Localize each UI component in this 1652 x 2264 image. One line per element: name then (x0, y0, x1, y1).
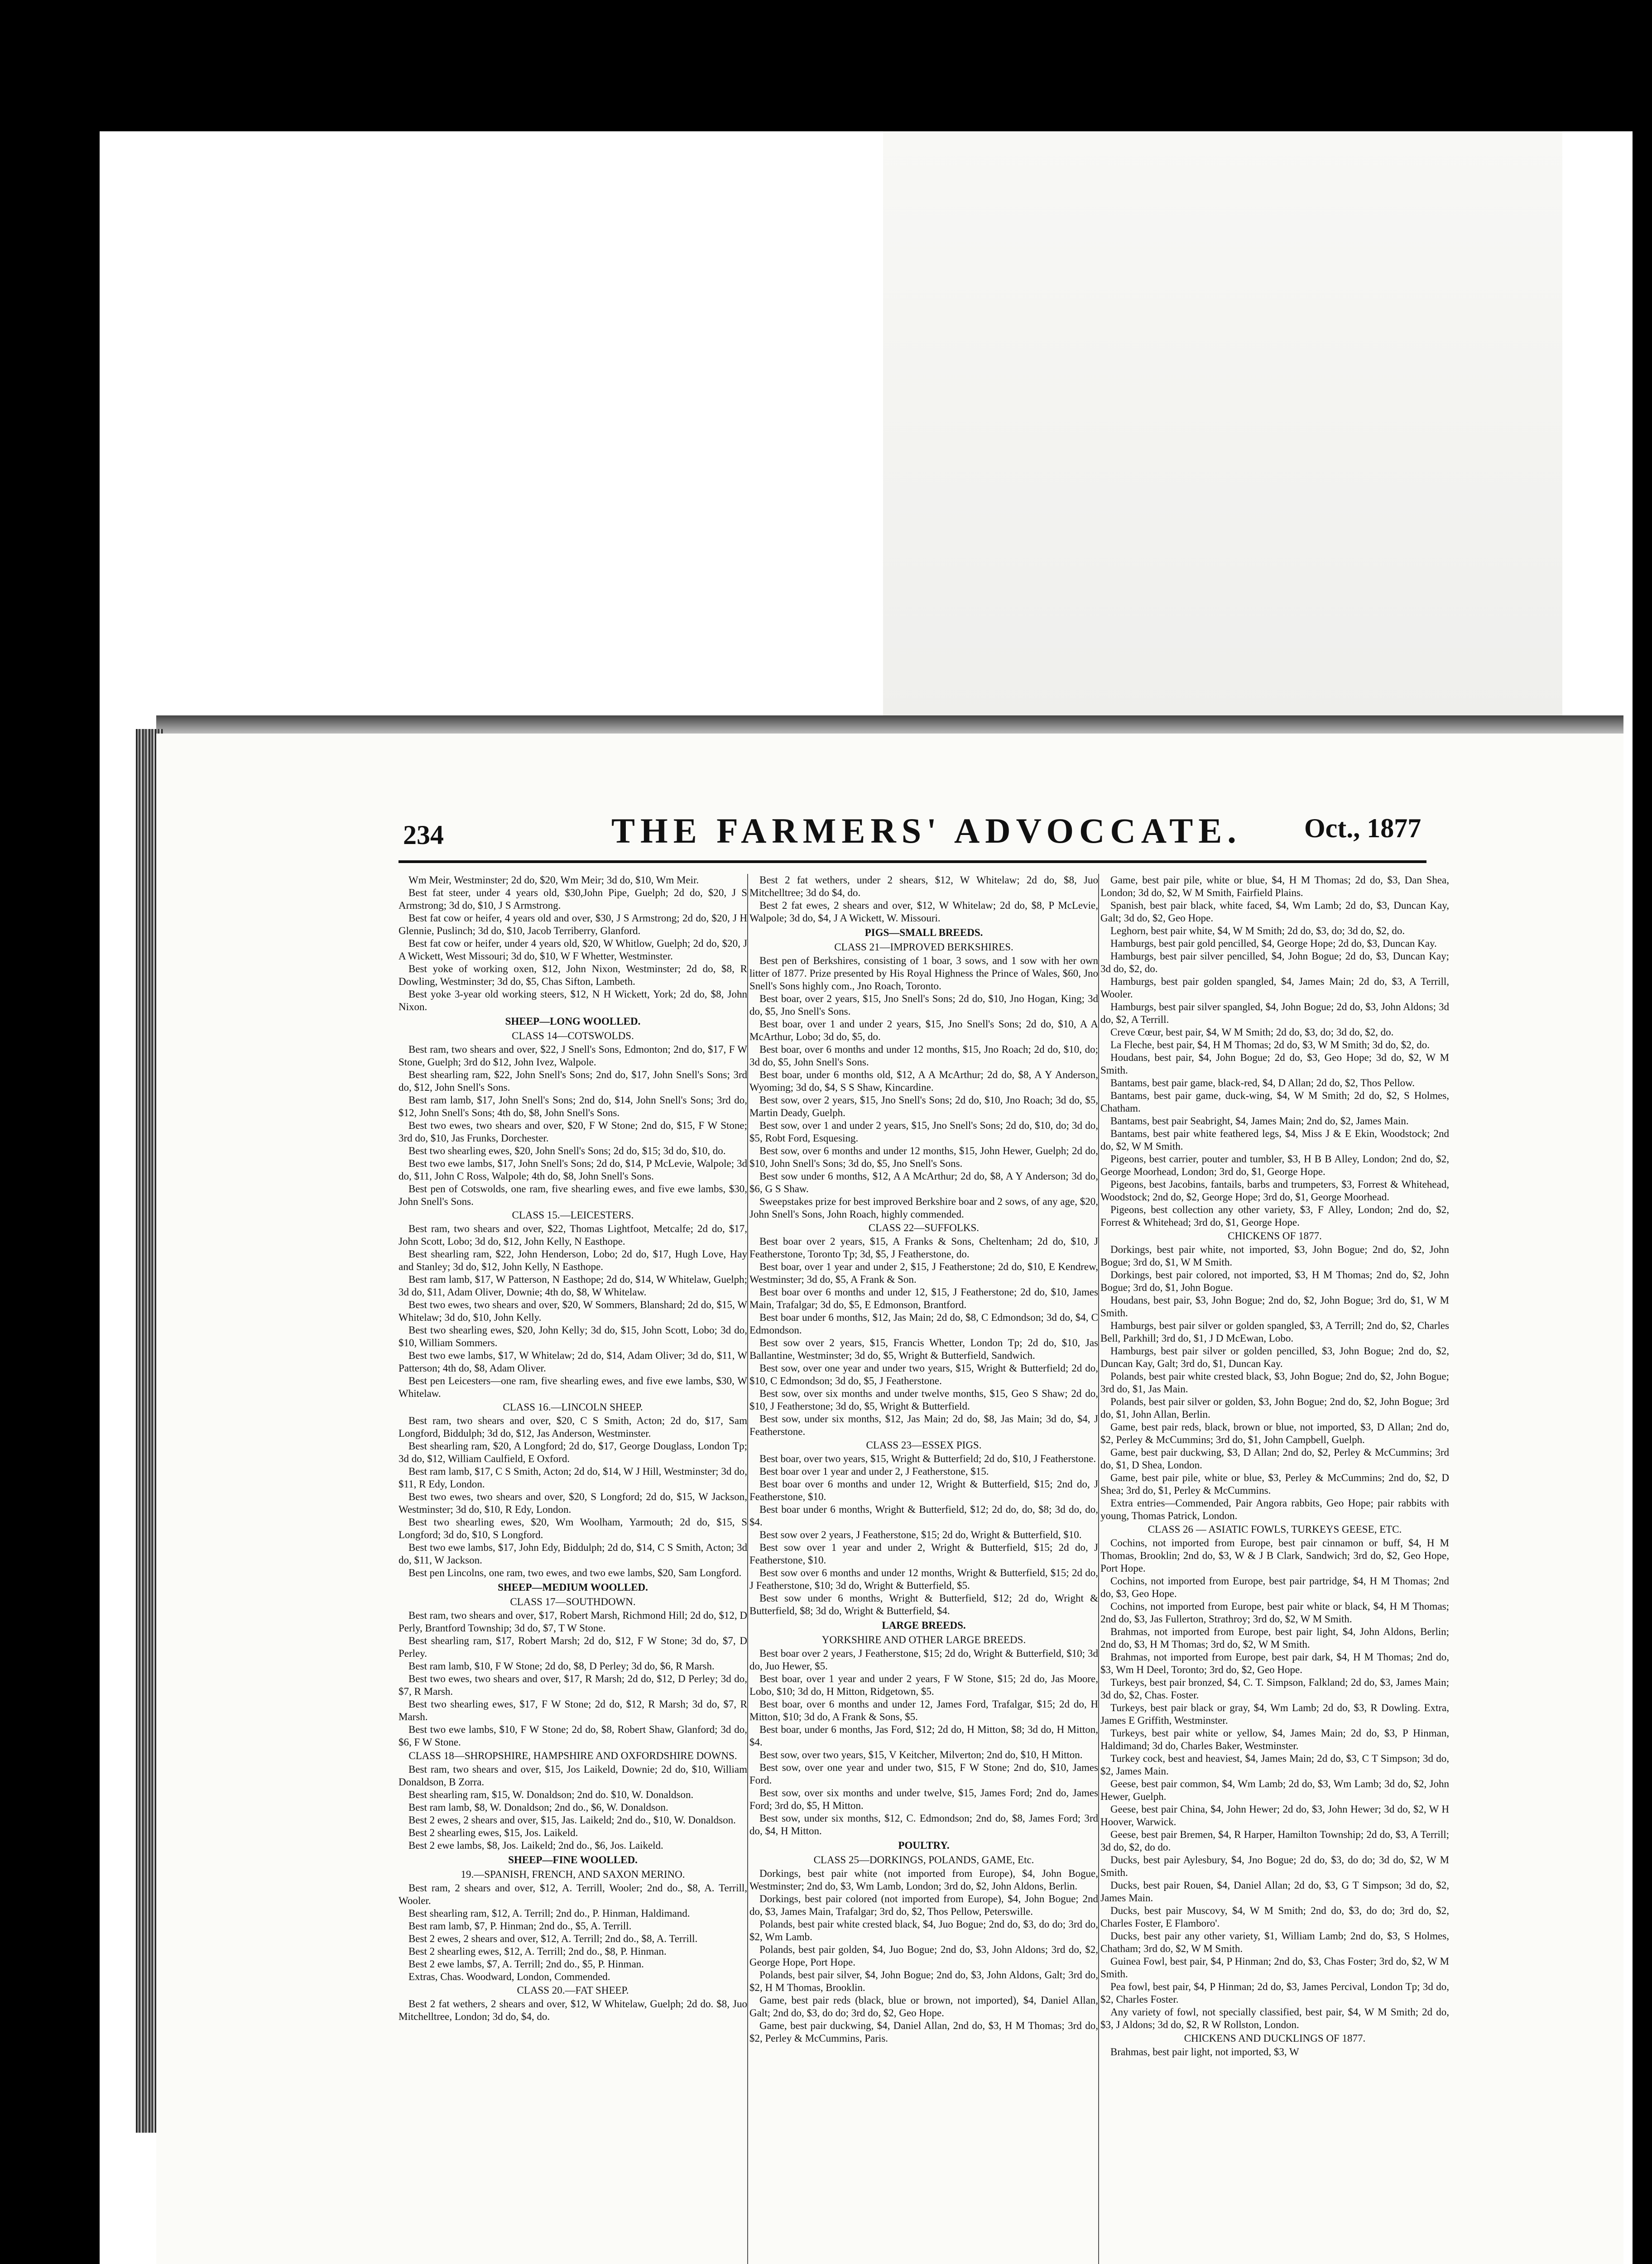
class-heading: CHICKENS OF 1877. (1228, 1230, 1322, 1242)
prize-paragraph: Ducks, best pair any other variety, $1, William Lamb; 2nd do, $3, S Holmes, Chatham; 3rd do, $2, W M Smith. (1100, 1930, 1449, 1954)
prize-paragraph: Bantams, best pair game, duck-wing, $4, W M Smith; 2d do, $2, S Holmes, Chatham. (1100, 1090, 1449, 1114)
prize-paragraph: Game, best pair reds (black, blue or brown, not imported), $4, Daniel Allan, Galt; 2nd do, $3, do do; 3rd do, $2, Geo Hope. (749, 1995, 1098, 2019)
column-divider (1098, 874, 1099, 2264)
prize-paragraph: Game, best pair duckwing, $3, D Allan; 2nd do, $2, Perley & McCummins; 3rd do, $1, D Shea, London. (1100, 1447, 1449, 1471)
prize-paragraph: Hamburgs, best pair silver or golden pencilled, $3, John Bogue; 2nd do, $2, Duncan Kay, Galt; 3rd do, $1, Duncan Kay. (1100, 1345, 1449, 1369)
prize-paragraph: Bantams, best pair Seabright, $4, James Main; 2nd do, $2, James Main. (1110, 1115, 1409, 1127)
prize-paragraph: Bantams, best pair white feathered legs, $4, Miss J & E Ekin, Woodstock; 2nd do, $2, W M Smith. (1100, 1128, 1449, 1152)
prize-paragraph: Best sow, over six months and under twelve, $15, James Ford; 2nd do, James Ford; 3rd do, $5, H Mitton. (749, 1787, 1098, 1811)
prize-paragraph: Best ram lamb, $10, F W Stone; 2d do, $8, D Perley; 3d do, $6, R Marsh. (408, 1660, 715, 1672)
prize-paragraph: Best two shearling ewes, $20, John Kelly; 3d do, $15, John Scott, Lobo; 3d do, $10, William Sommers. (399, 1324, 747, 1348)
prize-paragraph: Best boar over 1 year and under 2, J Featherstone, $15. (759, 1466, 989, 1477)
prize-paragraph: Best pen Leicesters—one ram, five shearling ewes, and five ewe lambs, $30, W Whitelaw. (399, 1375, 747, 1399)
prize-paragraph: Pea fowl, best pair, $4, P Hinman; 2d do, $3, James Percival, London Tp; 3d do, $2, Charles Foster. (1100, 1981, 1449, 2005)
prize-paragraph: Best boar over 2 years, $15, A Franks & Sons, Cheltenham; 2d do, $10, J Featherstone, Toronto Tp; 3d, $5, J Featherstone, do. (749, 1236, 1098, 1260)
prize-paragraph: Best shearling ram, $12, A. Terrill; 2nd do., P. Hinman, Haldimand. (408, 1908, 690, 1919)
class-heading: CLASS 26 — ASIATIC FOWLS, TURKEYS GEESE, ETC. (1148, 1524, 1402, 1535)
header-rule (399, 860, 1426, 863)
prize-paragraph: Best pen of Berkshires, consisting of 1 boar, 3 sows, and 1 sow with her own litter of 1877. Prize presented by His Royal Highness the Prince of Wales, $60, Jno Snell's Sons highly com., Jno Roach, Toronto. (749, 955, 1098, 992)
page-top-edge (156, 715, 1623, 734)
page-number: 234 (403, 820, 444, 850)
prize-paragraph: Any variety of fowl, not specially classified, best pair, $4, W M Smith; 2d do, $3, J Aldons; 3d do, $2, R W Rollston, London. (1100, 2006, 1449, 2030)
prize-paragraph: Cochins, not imported from Europe, best pair white or black, $4, H M Thomas; 2nd do, $3, Jas Fullerton, Strathroy; 3rd do, $2, W M Smith. (1100, 1601, 1449, 1625)
film-border-left (0, 0, 100, 2264)
prize-paragraph: Game, best pair duckwing, $4, Daniel Allan, 2nd do, $3, H M Thomas; 3rd do, $2, Perley & McCummins, Paris. (749, 2020, 1098, 2044)
prize-paragraph: Houdans, best pair, $3, John Bogue; 2nd do, $2, John Bogue; 3rd do, $1, W M Smith. (1100, 1295, 1449, 1319)
prize-paragraph: Best sow, over 1 and under 2 years, $15, Jno Snell's Sons; 2d do, $10, do; 3d do, $5, Robt Ford, Esquesing. (749, 1120, 1098, 1144)
section-heading: SHEEP—MEDIUM WOOLLED. (498, 1582, 648, 1593)
prize-paragraph: Best sow, over 6 months and under 12 months, $15, John Hewer, Guelph; 2d do, $10, John Snell's Sons; 3d do, $5, Jno Snell's Sons. (749, 1145, 1098, 1169)
prize-paragraph: Best ram lamb, $17, W Patterson, N Easthope; 2d do, $14, W Whitelaw, Guelph; 3d do, $11, Adam Oliver, Downie; 4th do, $8, W Whitelaw. (399, 1274, 747, 1298)
prize-paragraph: Best boar over 6 months and under 12, Wright & Butterfield, $15; 2nd do, J Featherstone, $10. (749, 1478, 1098, 1502)
prize-paragraph: Brahmas, not imported from Europe, best pair light, $4, John Aldons, Berlin; 2nd do, $3, H M Thomas; 3rd do, $2, W M Smith. (1100, 1626, 1449, 1650)
prize-paragraph: Best two shearling ewes, $20, Wm Woolham, Yarmouth; 2d do, $15, S Longford; 3d do, $10, S Longford. (399, 1516, 747, 1540)
prize-paragraph: Hamburgs, best pair silver pencilled, $4, John Bogue; 2d do, $3, Duncan Kay; 3d do, $2, do. (1100, 950, 1449, 974)
prize-paragraph: Best boar over 2 years, J Featherstone, $15; 2d do, Wright & Butterfield, $10; 3d do, Juo Hewer, $5. (749, 1648, 1098, 1672)
prize-paragraph: Wm Meir, Westminster; 2d do, $20, Wm Meir; 3d do, $10, Wm Meir. (408, 874, 699, 886)
prize-paragraph: Best shearling ram, $20, A Longford; 2d do, $17, George Douglass, London Tp; 3d do, $12, William Caulfield, E Oxford. (399, 1440, 747, 1464)
prize-paragraph: Best sow, over 2 years, $15, Jno Snell's Sons; 2d do, $10, Jno Roach; 3d do, $5, Martin Deady, Guelph. (749, 1094, 1098, 1118)
prize-paragraph: Game, best pair pile, white or blue, $4, H M Thomas; 2d do, $3, Dan Shea, London; 3d do, $2, W M Smith, Fairfield Plains. (1100, 874, 1449, 898)
prize-paragraph: Bantams, best pair game, black-red, $4, D Allan; 2d do, $2, Thos Pellow. (1110, 1077, 1415, 1089)
prize-paragraph: Guinea Fowl, best pair, $4, P Hinman; 2nd do, $3, Chas Foster; 3rd do, $2, W M Smith. (1100, 1956, 1449, 1980)
prize-paragraph: Hamburgs, best pair gold pencilled, $4, George Hope; 2d do, $3, Duncan Kay. (1110, 938, 1437, 949)
prize-paragraph: Best sow, under six months, $12, C. Edmondson; 2nd do, $8, James Ford; 3rd do, $4, H Mitton. (749, 1813, 1098, 1837)
prize-paragraph: Creve Cœur, best pair, $4, W M Smith; 2d do, $3, do; 3d do, $2, do. (1110, 1026, 1394, 1038)
prize-paragraph: Dorkings, best pair colored (not imported from Europe), $4, John Bogue; 2nd do, $3, James Main, Trafalgar; 3rd do, $2, Thos Pellow, Peterswille. (749, 1893, 1098, 1917)
section-heading: LARGE BREEDS. (882, 1620, 966, 1631)
prize-paragraph: Best ram, two shears and over, $17, Robert Marsh, Richmond Hill; 2d do, $12, D Perly, Brantford Township; 3d do, $7, T W Stone. (399, 1610, 747, 1634)
prize-paragraph: Sweepstakes prize for best improved Berkshire boar and 2 sows, of any age, $20, John Snell's Sons, John Roach, highly commended. (749, 1196, 1098, 1220)
prize-paragraph: Geese, best pair common, $4, Wm Lamb; 2d do, $3, Wm Lamb; 3d do, $2, John Hewer, Guelph. (1100, 1778, 1449, 1802)
prize-paragraph: Extras, Chas. Woodward, London, Commended. (408, 1971, 610, 1982)
prize-paragraph: Best boar under 6 months, Wright & Butterfield, $12; 2d do, do, $8; 3d do, do, $4. (749, 1504, 1098, 1528)
column-2 (749, 874, 1098, 2264)
prize-paragraph: Best 2 ewe lambs, $8, Jos. Laikeld; 2nd do., $6, Jos. Laikeld. (408, 1840, 663, 1851)
prize-paragraph: Geese, best pair China, $4, John Hewer; 2d do, $3, John Hewer; 3d do, $2, W H Hoover, Warwick. (1100, 1804, 1449, 1828)
film-border-top (0, 0, 1652, 131)
prize-paragraph: Pigeons, best Jacobins, fantails, barbs and trumpeters, $3, Forrest & Whitehead, Woodstock; 2nd do, $2, George Hope; 3rd do, $1, George Moorhead. (1100, 1179, 1449, 1203)
prize-paragraph: Best two shearling ewes, $20, John Snell's Sons; 2d do, $15; 3d do, $10, do. (408, 1145, 726, 1156)
prize-paragraph: Turkeys, best pair black or gray, $4, Wm Lamb; 2d do, $3, R Dowling. Extra, James E Griffith, Westminster. (1100, 1702, 1449, 1726)
class-heading: CLASS 22—SUFFOLKS. (868, 1222, 980, 1233)
prize-paragraph: Hamburgs, best pair golden spangled, $4, James Main; 2d do, $3, A Terrill, Wooler. (1100, 976, 1449, 1000)
prize-paragraph: Best fat steer, under 4 years old, $30,John Pipe, Guelph; 2d do, $20, J S Armstrong; 3d do, $10, J S Armstrong. (399, 887, 747, 911)
prize-paragraph: Best 2 shearling ewes, $12, A. Terrill; 2nd do., $8, P. Hinman. (408, 1946, 667, 1957)
prize-paragraph: Best ram lamb, $7, P. Hinman; 2nd do., $5, A. Terrill. (408, 1920, 632, 1932)
prize-paragraph: Pigeons, best collection any other variety, $3, F Alley, London; 2nd do, $2, Forrest & Whitehead; 3rd do, $1, George Hope. (1100, 1204, 1449, 1228)
prize-paragraph: Hamburgs, best pair silver or golden spangled, $3, A Terrill; 2nd do, $2, Charles Bell, Parkhill; 3rd do, $1, J D McEwan, Lobo. (1100, 1320, 1449, 1344)
class-heading: YORKSHIRE AND OTHER LARGE BREEDS. (821, 1634, 1026, 1645)
prize-paragraph: La Fleche, best pair, $4, H M Thomas; 2d do, $3, W M Smith; 3d do, $2, do. (1110, 1039, 1430, 1050)
prize-paragraph: Hamburgs, best pair silver spangled, $4, John Bogue; 2d do, $3, John Aldons; 3d do, $2, A Terrill. (1100, 1001, 1449, 1025)
section-heading: POULTRY. (898, 1840, 950, 1851)
prize-paragraph: Best sow, under six months, $12, Jas Main; 2d do, $8, Jas Main; 3d do, $4, J Featherstone. (749, 1413, 1098, 1437)
prize-paragraph: Best two ewe lambs, $17, John Edy, Biddulph; 2d do, $14, C S Smith, Acton; 3d do, $11, W Jackson. (399, 1542, 747, 1566)
prize-paragraph: Best 2 fat ewes, 2 shears and over, $12, W Whitelaw; 2d do, $8, P McLevie, Walpole; 3d do, $4, J A Wickett, W. Missouri. (749, 900, 1098, 924)
prize-paragraph: Brahmas, best pair light, not imported, $3, W (1110, 2046, 1299, 2058)
class-heading: CHICKENS AND DUCKLINGS OF 1877. (1184, 2033, 1366, 2044)
issue-date: Oct., 1877 (1304, 813, 1421, 843)
section-heading: SHEEP—FINE WOOLLED. (508, 1854, 638, 1866)
prize-paragraph: Best boar under 6 months, $12, Jas Main; 2d do, $8, C Edmondson; 3d do, $4, C Edmondson. (749, 1312, 1098, 1336)
prize-paragraph: Best ram lamb, $8, W. Donaldson; 2nd do., $6, W. Donaldson. (408, 1802, 668, 1813)
prize-paragraph: Spanish, best pair black, white faced, $4, Wm Lamb; 2d do, $3, Duncan Kay, Galt; 3d do, $2, Geo Hope. (1100, 900, 1449, 924)
prize-paragraph: Best boar, over 6 months and under 12, James Ford, Trafalgar, $15; 2d do, H Mitton, $10; 3d do, A Frank & Sons, $5. (749, 1698, 1098, 1722)
prize-paragraph: Best ram, 2 shears and over, $12, A. Terrill, Wooler; 2nd do., $8, A. Terrill, Wooler. (399, 1882, 747, 1906)
class-heading: 19.—SPANISH, FRENCH, AND SAXON MERINO. (461, 1869, 685, 1880)
prize-paragraph: Best sow, over one year and under two, $15, F W Stone; 2nd do, $10, James Ford. (749, 1762, 1098, 1786)
prize-paragraph: Best two ewes, two shears and over, $20, W Sommers, Blanshard; 2d do, $15, W Whitelaw; 3d do, $10, John Kelly. (399, 1299, 747, 1323)
prize-paragraph: Best 2 ewes, 2 shears and over, $12, A. Terrill; 2nd do., $8, A. Terrill. (408, 1933, 698, 1944)
class-heading: CLASS 15.—LEICESTERS. (512, 1209, 634, 1221)
prize-paragraph: Polands, best pair golden, $4, Juo Bogue; 2nd do, $3, John Aldons; 3rd do, $2, George Hope, Port Hope. (749, 1944, 1098, 1968)
section-heading: SHEEP—LONG WOOLLED. (505, 1016, 641, 1027)
column-divider (747, 874, 748, 2264)
prize-paragraph: Best 2 shearling ewes, $15, Jos. Laikeld. (408, 1827, 578, 1838)
prize-paragraph: Best boar, over 1 year and under 2, $15, J Featherstone; 2d do, $10, E Kendrew, Westminster; 3d do, $5, A Frank & Son. (749, 1261, 1098, 1285)
prize-paragraph: Cochins, not imported from Europe, best pair cinnamon or buff, $4, H M Thomas, Brooklin; 2nd do, $3, W & J B Clark, Sandwich; 3rd do, $2, Geo Hope, Port Hope. (1100, 1537, 1449, 1574)
prize-paragraph: Best two ewes, two shears and over, $17, R Marsh; 2d do, $12, D Perley; 3d do, $7, R Marsh. (399, 1673, 747, 1697)
prize-paragraph: Best boar, over 2 years, $15, Jno Snell's Sons; 2d do, $10, Jno Hogan, King; 3d do, $5, Jno Snell's Sons. (749, 993, 1098, 1017)
prize-paragraph: Game, best pair pile, white or blue, $3, Perley & McCummins; 2nd do, $2, D Shea; 3rd do, $1, Perley & McCummins. (1100, 1472, 1449, 1496)
column-1 (399, 874, 747, 2264)
prize-paragraph: Best boar, under 6 months, Jas Ford, $12; 2d do, H Mitton, $8; 3d do, H Mitton, $4. (749, 1724, 1098, 1748)
prize-paragraph: Best boar, over 1 and under 2 years, $15, Jno Snell's Sons; 2d do, $10, A A McArthur, Lobo; 3d do, $5, do. (749, 1018, 1098, 1042)
prize-paragraph: Best pen Lincolns, one ram, two ewes, and two ewe lambs, $20, Sam Longford. (408, 1567, 742, 1578)
prize-paragraph: Best ram, two shears and over, $20, C S Smith, Acton; 2d do, $17, Sam Longford, Biddulph; 3d do, $12, Jas Anderson, Westminster. (399, 1415, 747, 1439)
prize-paragraph: Best sow over 2 years, $15, Francis Whetter, London Tp; 2d do, $10, Jas Ballantine, Westminster; 3d do, $5, Wright & Butterfield, Sandwich. (749, 1337, 1098, 1361)
film-border-right (1633, 0, 1652, 2264)
prize-paragraph: Best boar, over two years, $15, Wright & Butterfield; 2d do, $10, J Featherstone. (759, 1453, 1096, 1464)
prize-paragraph: Turkeys, best pair white or yellow, $4, James Main; 2d do, $3, P Hinman, Haldimand; 3d do, Charles Baker, Westminster. (1100, 1727, 1449, 1751)
prize-paragraph: Best fat cow or heifer, under 4 years old, $20, W Whitlow, Guelph; 2d do, $20, J A Wickett, West Missouri; 3d do, $10, W F Whetter, Westminster. (399, 938, 747, 962)
prize-paragraph: Ducks, best pair Rouen, $4, Daniel Allan; 2d do, $3, G T Simpson; 3d do, $2, James Main. (1100, 1880, 1449, 1904)
prize-paragraph: Best two ewe lambs, $17, W Whitelaw; 2d do, $14, Adam Oliver; 3d do, $11, W Patterson; 4th do, $8, Adam Oliver. (399, 1350, 747, 1374)
prize-paragraph: Best two ewe lambs, $10, F W Stone; 2d do, $8, Robert Shaw, Glanford; 3d do, $6, F W Stone. (399, 1724, 747, 1748)
class-heading: CLASS 14—COTSWOLDS. (512, 1030, 634, 1041)
prize-paragraph: Best ram, two shears and over, $22, Thomas Lightfoot, Metcalfe; 2d do, $17, John Scott, Lobo; 3d do, $12, John Kelly, N Easthope. (399, 1223, 747, 1247)
class-heading: CLASS 20.—FAT SHEEP. (517, 1985, 629, 1996)
class-heading: CLASS 18—SHROPSHIRE, HAMPSHIRE AND OXFORDSHIRE DOWNS. (408, 1750, 737, 1761)
prize-paragraph: Best sow under 6 months, Wright & Butterfield, $12; 2d do, Wright & Butterfield, $8; 3d do, Wright & Butterfield, $4. (749, 1592, 1098, 1616)
prize-paragraph: Cochins, not imported from Europe, best pair partridge, $4, H M Thomas; 2nd do, $3, Geo Hope. (1100, 1575, 1449, 1599)
prize-paragraph: Best 2 fat wethers, under 2 shears, $12, W Whitelaw; 2d do, $8, Juo Mitchelltree; 3d do $4, do. (749, 874, 1098, 898)
prize-paragraph: Turkeys, best pair bronzed, $4, C. T. Simpson, Falkland; 2d do, $3, James Main; 3d do, $2, Chas. Foster. (1100, 1677, 1449, 1701)
prize-paragraph: Best two ewes, two shears and over, $20, F W Stone; 2nd do, $15, F W Stone; 3rd do, $10, Jas Frunks, Dorchester. (399, 1120, 747, 1144)
class-heading: CLASS 17—SOUTHDOWN. (510, 1596, 636, 1607)
prize-paragraph: Best two ewe lambs, $17, John Snell's Sons; 2d do, $14, P McLevie, Walpole; 3d do, $11, John C Ross, Walpole; 4th do, $8, John Snell's Sons. (399, 1158, 747, 1182)
prize-paragraph: Best yoke 3-year old working steers, $12, N H Wickett, York; 2d do, $8, John Nixon. (399, 988, 747, 1012)
prize-paragraph: Best shearling ram, $17, Robert Marsh; 2d do, $12, F W Stone; 3d do, $7, D Perley. (399, 1635, 747, 1659)
prize-paragraph: Best sow over 2 years, J Featherstone, $15; 2d do, Wright & Butterfield, $10. (759, 1529, 1082, 1540)
section-heading: PIGS—SMALL BREEDS. (864, 927, 983, 938)
prize-paragraph: Best two ewes, two shears and over, $20, S Longford; 2d do, $15, W Jackson, Westminster; 3d do, $10, R Edy, London. (399, 1491, 747, 1515)
prize-paragraph: Extra entries—Commended, Pair Angora rabbits, Geo Hope; pair rabbits with young, Thomas Patrick, London. (1100, 1497, 1449, 1521)
prize-paragraph: Best ram lamb, $17, John Snell's Sons; 2nd do, $14, John Snell's Sons; 3rd do, $12, John Snell's Sons; 4th do, $8, John Snell's Sons. (399, 1094, 747, 1118)
prize-paragraph: Best ram, two shears and over, $15, Jos Laikeld, Downie; 2d do, $10, William Donaldson, B Zorra. (399, 1764, 747, 1788)
prize-paragraph: Polands, best pair white crested black, $3, John Bogue; 2nd do, $2, John Bogue; 3rd do, $1, Jas Main. (1100, 1371, 1449, 1395)
prize-paragraph: Best boar, over 1 year and under 2 years, F W Stone, $15; 2d do, Jas Moore, Lobo, $10; 3d do, H Mitton, Ridgetown, $5. (749, 1673, 1098, 1697)
prize-paragraph: Ducks, best pair Muscovy, $4, W M Smith; 2nd do, $3, do do; 3rd do, $2, Charles Foster, E Flamboro'. (1100, 1905, 1449, 1929)
prize-paragraph: Best shearling ram, $15, W. Donaldson; 2nd do. $10, W. Donaldson. (408, 1789, 694, 1800)
prize-paragraph: Best sow, over six months and under twelve months, $15, Geo S Shaw; 2d do, $10, J Featherstone; 3d do, $5, Wright & Butterfield. (749, 1388, 1098, 1412)
class-heading: CLASS 23—ESSEX PIGS. (866, 1439, 982, 1451)
prize-paragraph: Best 2 fat wethers, 2 shears and over, $12, W Whitelaw, Guelph; 2d do. $8, Juo Mitchelltree, London; 3d do, $4, do. (399, 1998, 747, 2022)
prize-paragraph: Dorkings, best pair white, not imported, $3, John Bogue; 2nd do, $2, John Bogue; 3rd do, $1, W M Smith. (1100, 1244, 1449, 1268)
prize-paragraph: Best shearling ram, $22, John Henderson, Lobo; 2d do, $17, Hugh Love, Hay and Stanley; 3d do, $12, John Kelly, N Easthope. (399, 1248, 747, 1272)
prize-paragraph: Polands, best pair silver or golden, $3, John Bogue; 2nd do, $2, John Bogue; 3rd do, $1, John Allan, Berlin. (1100, 1396, 1449, 1420)
prize-paragraph: Best boar, over 6 months and under 12 months, $15, Jno Roach; 2d do, $10, do; 3d do, $5, John Snell's Sons. (749, 1044, 1098, 1068)
prize-paragraph: Best fat cow or heifer, 4 years old and over, $30, J S Armstrong; 2d do, $20, J H Glennie, Puslinch; 3d do, $10, Jacob Terriberry, Glanford. (399, 912, 747, 936)
prize-paragraph: Best shearling ram, $22, John Snell's Sons; 2nd do, $17, John Snell's Sons; 3rd do, $12, John Snell's Sons. (399, 1069, 747, 1093)
prize-paragraph: Brahmas, not imported from Europe, best pair dark, $4, H M Thomas; 2nd do, $3, Wm H Deel, Toronto; 3rd do, $2, Geo Hope. (1100, 1651, 1449, 1675)
prize-paragraph: Best 2 ewe lambs, $7, A. Terrill; 2nd do., $5, P. Hinman. (408, 1958, 644, 1970)
prize-paragraph: Best ram, two shears and over, $22, J Snell's Sons, Edmonton; 2nd do, $17, F W Stone, Guelph; 3rd do $12, John Ivez, Walpole. (399, 1044, 747, 1068)
prize-paragraph: Best sow, over two years, $15, V Keitcher, Milverton; 2nd do, $10, H Mitton. (759, 1749, 1083, 1760)
prize-paragraph: Best sow, over one year and under two years, $15, Wright & Butterfield; 2d do, $10, C Edmondson; 3d do, $5, J Featherstone. (749, 1362, 1098, 1386)
prize-paragraph: Geese, best pair Bremen, $4, R Harper, Hamilton Township; 2d do, $3, A Terrill; 3d do, $2, do do. (1100, 1829, 1449, 1853)
prize-paragraph: Best pen of Cotswolds, one ram, five shearling ewes, and five ewe lambs, $30, John Snell's Sons. (399, 1183, 747, 1207)
prize-paragraph: Game, best pair reds, black, brown or blue, not imported, $3, D Allan; 2nd do, $2, Perley & McCummins; 3rd do, $1, John Campbell, Guelph. (1100, 1421, 1449, 1445)
prize-paragraph: Dorkings, best pair colored, not imported, $3, H M Thomas; 2nd do, $2, John Bogue; 3rd do, $1, John Bogue. (1100, 1269, 1449, 1293)
prize-paragraph: Dorkings, best pair white (not imported from Europe), $4, John Bogue, Westminster; 2nd do, $3, Wm Lamb, London; 3rd do, $2, John Aldons, Berlin. (749, 1868, 1098, 1892)
previous-frame-area (883, 131, 1562, 734)
prize-paragraph: Polands, best pair silver, $4, John Bogue; 2nd do, $3, John Aldons, Galt; 3rd do, $2, H M Thomas, Brooklin. (749, 1969, 1098, 1993)
prize-paragraph: Best yoke of working oxen, $12, John Nixon, Westminster; 2d do, $8, R Dowling, Westminster; 3d do, $5, Chas Sifton, Lambeth. (399, 963, 747, 987)
prize-paragraph: Best sow over 6 months and under 12 months, Wright & Butterfield, $15; 2d do, J Featherstone, $10; 3d do, Wright & Butterfield, $5. (749, 1567, 1098, 1591)
prize-paragraph: Polands, best pair white crested black, $4, Juo Bogue; 2nd do, $3, do do; 3rd do, $2, Wm Lamb. (749, 1919, 1098, 1943)
class-heading: CLASS 16.—LINCOLN SHEEP. (503, 1401, 643, 1413)
class-heading: CLASS 21—IMPROVED BERKSHIRES. (834, 941, 1013, 953)
prize-paragraph: Best two shearling ewes, $17, F W Stone; 2d do, $12, R Marsh; 3d do, $7, R Marsh. (399, 1698, 747, 1722)
prize-paragraph: Best 2 ewes, 2 shears and over, $15, Jas. Laikeld; 2nd do., $10, W. Donaldson. (408, 1814, 736, 1826)
masthead-title: THE FARMERS' ADVOCCATE. (611, 811, 1242, 850)
prize-paragraph: Best sow under 6 months, $12, A A McArthur; 2d do, $8, A Y Anderson; 3d do, $6, G S Shaw. (749, 1170, 1098, 1194)
prize-paragraph: Pigeons, best carrier, pouter and tumbler, $3, H B B Alley, London; 2nd do, $2, George Moorhead, London; 3rd do, $1, George Hope. (1100, 1153, 1449, 1177)
prize-paragraph: Best boar over 6 months and under 12, $15, J Featherstone; 2d do, $10, James Main, Trafalgar; 3d do, $5, E Edmonson, Brantford. (749, 1286, 1098, 1310)
prize-paragraph: Best sow over 1 year and under 2, Wright & Butterfield, $15; 2d do, J Featherstone, $10. (749, 1542, 1098, 1566)
column-3 (1100, 874, 1449, 2264)
prize-paragraph: Ducks, best pair Aylesbury, $4, Jno Bogue; 2d do, $3, do do; 3d do, $2, W M Smith. (1100, 1854, 1449, 1878)
class-heading: CLASS 25—DORKINGS, POLANDS, GAME, Etc. (813, 1854, 1034, 1866)
prize-paragraph: Houdans, best pair, $4, John Bogue; 2d do, $3, Geo Hope; 3d do, $2, W M Smith. (1100, 1052, 1449, 1076)
prize-paragraph: Leghorn, best pair white, $4, W M Smith; 2d do, $3, do; 3d do, $2, do. (1110, 925, 1405, 936)
prize-paragraph: Turkey cock, best and heaviest, $4, James Main; 2d do, $3, C T Simpson; 3d do, $2, James Main. (1100, 1753, 1449, 1777)
prize-paragraph: Best boar, under 6 months old, $12, A A McArthur; 2d do, $8, A Y Anderson, Wyoming; 3d do, $4, S S Shaw, Kincardine. (749, 1069, 1098, 1093)
prize-paragraph: Best ram lamb, $17, C S Smith, Acton; 2d do, $14, W J Hill, Westminster; 3d do, $11, R Edy, London. (399, 1466, 747, 1490)
